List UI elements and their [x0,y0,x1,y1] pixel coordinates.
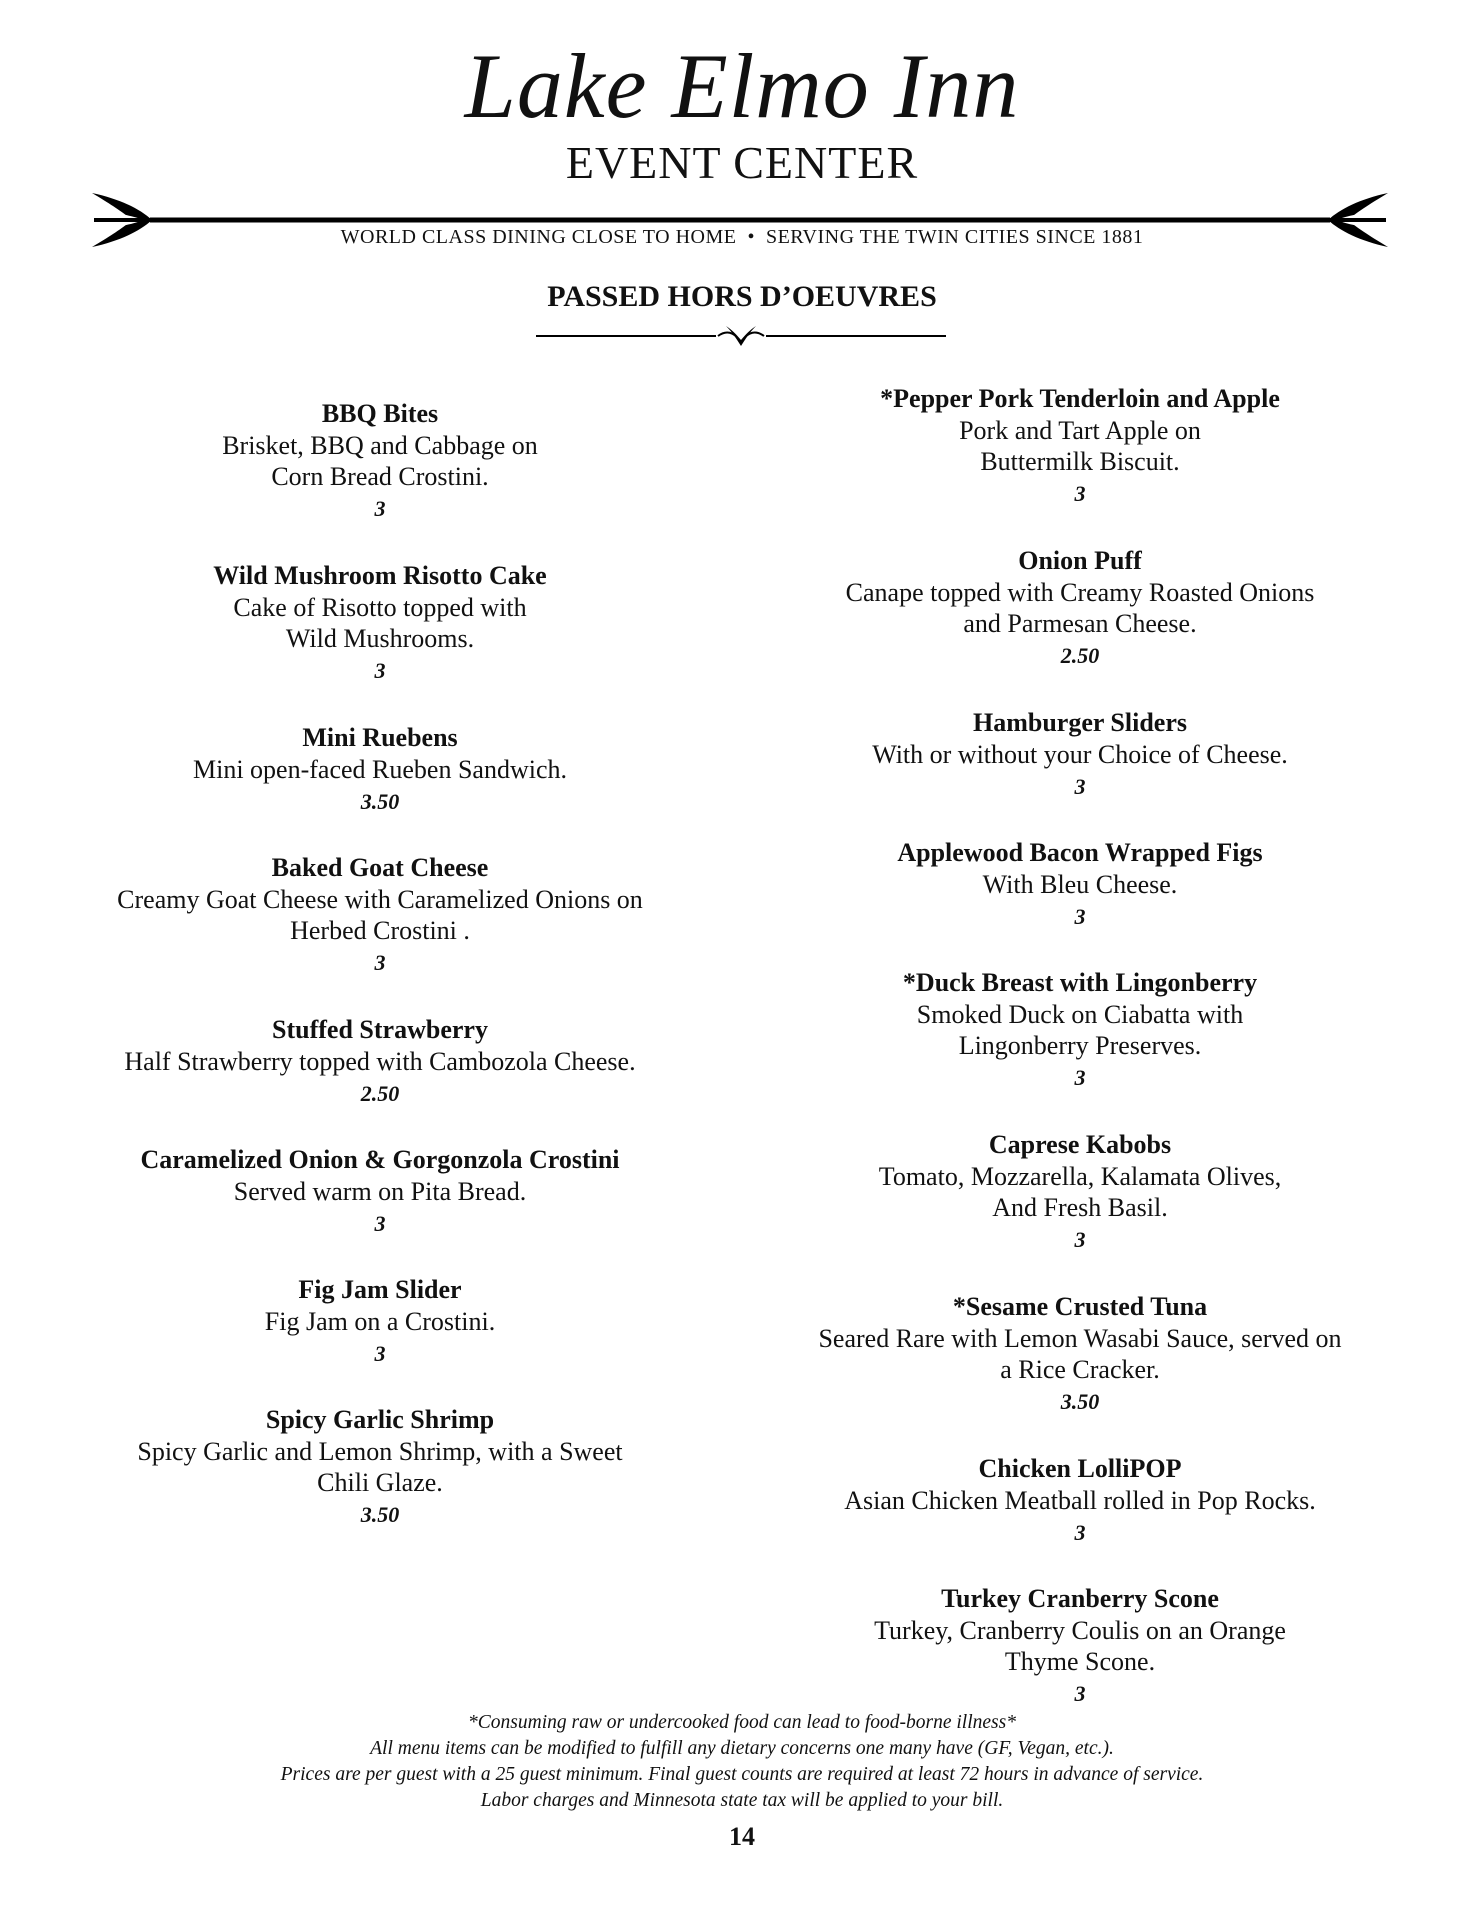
menu-item [60,398,700,560]
menu-item [760,545,1400,707]
item-price: 3 [1074,1227,1086,1252]
menu-item [760,383,1400,545]
menu-item [760,967,1400,1129]
item-description: Mini open-faced Rueben Sandwich. [192,755,567,784]
item-price: 3.50 [1060,1389,1100,1414]
page-number: 14 [729,1822,755,1851]
item-price: 3.50 [360,1502,400,1527]
item-price: 3 [1074,481,1086,506]
item-name: Baked Goat Cheese [271,853,489,882]
menu-item [60,1144,700,1274]
menu-item [760,837,1400,967]
item-price: 3 [1074,904,1086,929]
item-description: Seared Rare with Lemon Wasabi Sauce, served on a Rice Cracker. [818,1324,1342,1384]
item-description: Asian Chicken Meatball rolled in Pop Rocks. [844,1486,1316,1515]
item-description: Canape topped with Creamy Roasted Onions and Parmesan Cheese. [845,578,1315,638]
heading-flourish-icon [536,322,946,350]
item-price: 3 [374,1341,386,1366]
item-name: Stuffed Strawberry [272,1015,488,1044]
item-name: Onion Puff [1018,546,1142,575]
item-description: Creamy Goat Cheese with Caramelized Onions on Herbed Crostini . [117,885,643,945]
venue-subtitle: EVENT CENTER [565,137,919,188]
item-description: Fig Jam on a Crostini. [264,1307,496,1336]
item-description: Half Strawberry topped with Cambozola Cheese. [124,1047,636,1076]
item-price: 3 [1074,774,1086,799]
right-menu-column [760,383,1400,1745]
item-name: *Pepper Pork Tenderloin and Apple [880,384,1280,413]
item-description: Brisket, BBQ and Cabbage on Corn Bread Crostini. [222,431,538,491]
item-description: With Bleu Cheese. [982,870,1178,899]
item-description: Tomato, Mozzarella, Kalamata Olives, And Fresh Basil. [878,1162,1282,1222]
item-name: Fig Jam Slider [298,1275,462,1304]
item-description: Pork and Tart Apple on Buttermilk Biscuit. [959,416,1201,476]
item-price: 3 [374,496,386,521]
menu-item [760,1291,1400,1453]
item-name: Caramelized Onion & Gorgonzola Crostini [140,1145,620,1174]
item-name: Applewood Bacon Wrapped Figs [897,838,1263,867]
item-description: Spicy Garlic and Lemon Shrimp, with a Sweet Chili Glaze. [137,1437,623,1497]
item-description: Served warm on Pita Bread. [233,1177,527,1206]
item-price: 2.50 [360,1081,400,1106]
item-name: Mini Ruebens [302,723,458,752]
menu-item [60,1274,700,1404]
item-price: 2.50 [1060,643,1100,668]
item-name: *Sesame Crusted Tuna [952,1292,1208,1321]
item-price: 3 [1074,1520,1086,1545]
item-name: Caprese Kabobs [988,1130,1172,1159]
tagline: WORLD CLASS DINING CLOSE TO HOME • SERVING THE TWIN CITIES SINCE 1881 [340,226,1144,248]
menu-item [60,852,700,1014]
item-name: Chicken LolliPOP [978,1454,1182,1483]
item-name: Turkey Cranberry Scone [941,1584,1219,1613]
footnote-line: Prices are per guest with a 25 guest minimum. Final guest counts are required at least 72 hours in advance of service. [280,1764,1204,1785]
menu-item [60,722,700,852]
item-price: 3 [374,658,386,683]
menu-item [60,1014,700,1144]
item-name: Hamburger Sliders [972,708,1188,737]
footnotes [0,1710,1484,1814]
venue-title: Lake Elmo Inn [464,35,1020,137]
item-description: Cake of Risotto topped with Wild Mushrooms. [233,593,527,653]
item-description: Turkey, Cranberry Coulis on an Orange Thyme Scone. [874,1616,1286,1676]
menu-item [760,707,1400,837]
footnote-line: Labor charges and Minnesota state tax will be applied to your bill. [480,1790,1004,1811]
item-name: BBQ Bites [321,399,439,428]
item-name: Wild Mushroom Risotto Cake [213,561,547,590]
item-name: Spicy Garlic Shrimp [265,1405,495,1434]
menu-item [760,1453,1400,1583]
item-description: Smoked Duck on Ciabatta with Lingonberry Preserves. [916,1000,1244,1060]
item-price: 3 [1074,1681,1086,1706]
item-price: 3 [374,1211,386,1236]
menu-item [60,1404,700,1566]
footnote-line: *Consuming raw or undercooked food can lead to food-borne illness* [468,1712,1016,1733]
menu-item [60,560,700,722]
item-description: With or without your Choice of Cheese. [872,740,1288,769]
menu-item [760,1129,1400,1291]
footnote-line: All menu items can be modified to fulfill any dietary concerns one many have (GF, Vegan, etc.). [370,1738,1114,1759]
left-menu-column [60,398,700,1566]
item-name: *Duck Breast with Lingonberry [902,968,1258,997]
section-heading: PASSED HORS D’OEUVRES [547,280,937,313]
item-price: 3 [1074,1065,1086,1090]
item-price: 3.50 [360,789,400,814]
item-price: 3 [374,950,386,975]
